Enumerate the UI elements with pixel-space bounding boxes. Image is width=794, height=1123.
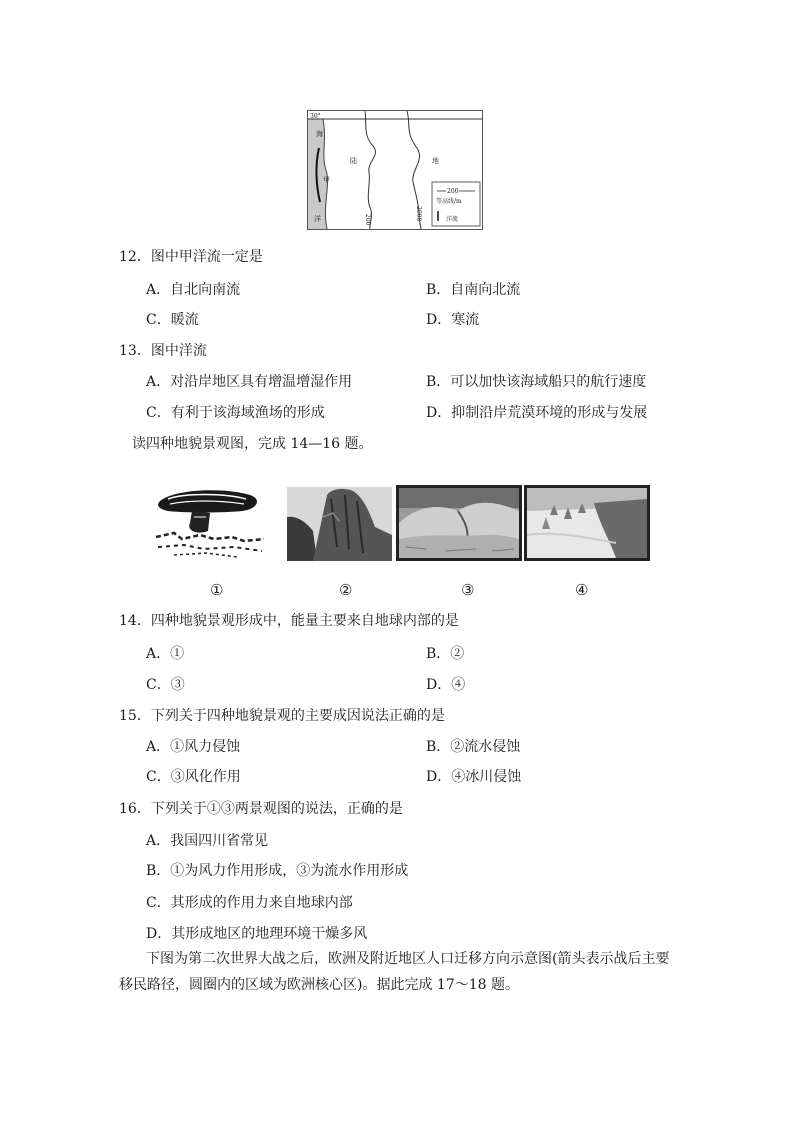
q14-option-a: A．① bbox=[146, 646, 185, 662]
q13-option-a: A．对沿岸地区具有增温增湿作用 bbox=[146, 374, 353, 390]
sea-label-jia: 甲 bbox=[323, 176, 330, 184]
q12-option-d: D．寒流 bbox=[426, 312, 480, 328]
q14-option-b: B．② bbox=[426, 646, 465, 662]
sea-label-top: 海 bbox=[316, 130, 323, 138]
q16-option-b: B．①为风力作用形成，③为流水作用形成 bbox=[146, 863, 409, 879]
contour-200-label: 200 bbox=[364, 214, 371, 226]
legend-contour-label: 等高线/m bbox=[436, 198, 462, 205]
sea-stack-image bbox=[524, 485, 650, 561]
q16-option-d: D．其形成地区的地理环境干燥多风 bbox=[146, 926, 368, 942]
q15-option-a: A．①风力侵蚀 bbox=[146, 739, 241, 755]
photo-caption-2: ② bbox=[339, 581, 353, 599]
mushroom-rock-image bbox=[154, 487, 270, 561]
q16-option-a: A．我国四川省常见 bbox=[146, 833, 269, 849]
intro-17-18-line1: 下图为第二次世界大战之后，欧洲及附近地区人口迁移方向示意图(箭头表示战后主要 bbox=[146, 951, 670, 967]
q15-option-b: B．②流水侵蚀 bbox=[426, 739, 521, 755]
photo-caption-3: ③ bbox=[461, 581, 475, 599]
sand-dune-image bbox=[396, 485, 522, 561]
photo-caption-4: ④ bbox=[575, 581, 589, 599]
landform-photo-2 bbox=[287, 487, 392, 561]
intro-14-16: 读四种地貌景观图，完成 14—16 题。 bbox=[132, 436, 373, 452]
lat-label: 30° bbox=[310, 113, 321, 120]
granite-peak-image bbox=[287, 487, 392, 561]
q15-option-c: C．③风化作用 bbox=[146, 769, 241, 785]
q12-stem: 12．图中甲洋流一定是 bbox=[119, 249, 263, 265]
ocean-current-map bbox=[307, 110, 483, 230]
q13-option-c: C．有利于该海域渔场的形成 bbox=[146, 405, 325, 421]
q15-stem: 15．下列关于四种地貌景观的主要成因说法正确的是 bbox=[119, 708, 445, 724]
map-drawing bbox=[307, 110, 483, 230]
sea-label-bottom: 洋 bbox=[314, 215, 321, 223]
q16-stem: 16．下列关于①③两景观图的说法，正确的是 bbox=[119, 801, 403, 817]
q14-option-c: C．③ bbox=[146, 677, 185, 693]
q13-stem: 13．图中洋流 bbox=[119, 343, 207, 359]
contour-2000-label: 2000 bbox=[415, 206, 422, 222]
q12-option-a: A．自北向南流 bbox=[146, 282, 241, 298]
q16-option-c: C．其形成的作用力来自地球内部 bbox=[146, 895, 353, 911]
landform-photo-4 bbox=[524, 485, 650, 561]
q15-option-d: D．④冰川侵蚀 bbox=[426, 769, 522, 785]
land-label-2: 地 bbox=[432, 157, 439, 165]
q12-option-b: B．自南向北流 bbox=[426, 282, 521, 298]
q14-option-d: D．④ bbox=[426, 677, 466, 693]
q13-option-b: B．可以加快该海域船只的航行速度 bbox=[426, 374, 647, 390]
photo-caption-1: ① bbox=[210, 581, 224, 599]
landform-photo-3 bbox=[396, 485, 522, 561]
landform-photo-1 bbox=[154, 487, 270, 561]
q13-option-d: D．抑制沿岸荒漠环境的形成与发展 bbox=[426, 405, 648, 421]
intro-17-18-line2: 移民路径，圆圈内的区域为欧洲核心区)。据此完成 17～18 题。 bbox=[119, 977, 519, 993]
legend-current-label: 洋流 bbox=[446, 216, 459, 223]
land-label-1: 陆 bbox=[350, 157, 357, 165]
q14-stem: 14．四种地貌景观形成中，能量主要来自地球内部的是 bbox=[119, 613, 459, 629]
q12-option-c: C．暖流 bbox=[146, 312, 199, 328]
legend-contour-value: 200 bbox=[447, 188, 459, 195]
